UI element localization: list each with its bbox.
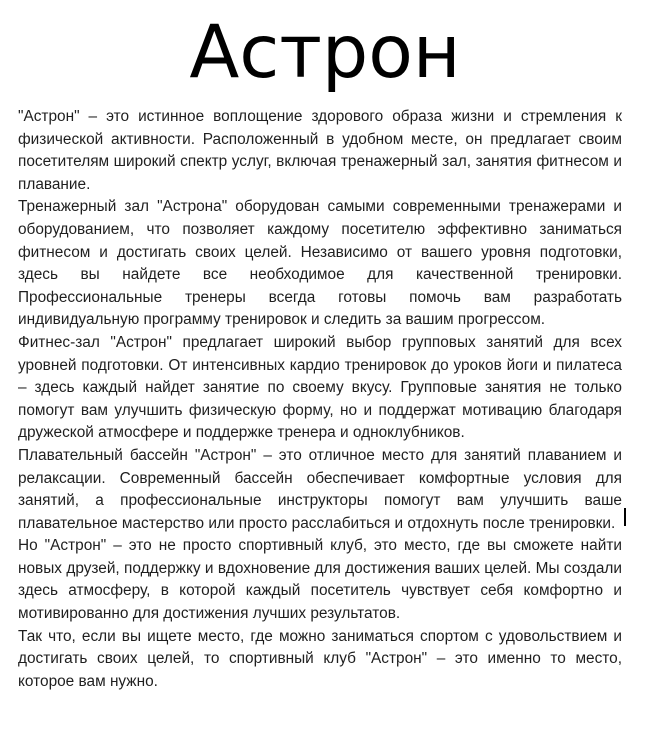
paragraph-pool: Плавательный бассейн "Астрон" – это отличное место для занятий плаванием и релаксации. Современный бассейн обеспечивает комфортные условия для занятий, а профессиональные инструкторы помогут вам улучшить ваше плавательное мастерство или просто расслабиться и отдохнуть после тренировки. (18, 446, 622, 532)
paragraph-gym: Тренажерный зал "Астрона" оборудован самыми современными тренажерами и оборудованием, что позволяет каждому посетителю эффективно заниматься фитнесом и достигать своих целей. Независимо от вашего уровня подготовки, здесь вы найдете все необходимое для качественной тренировки. Профессиональные тренеры всегда готовы помочь вам разработать индивидуальную программу тренировок и следить за вашим прогрессом. (18, 198, 622, 329)
paragraph-community: Но "Астрон" – это не просто спортивный клуб, это место, где вы сможете найти новых друзей, поддержку и вдохновение для достижения ваших целей. Мы создали здесь атмосферу, в которой каждый посетитель чувствует себя комфортно и мотивированно для достижения лучших результатов. (18, 537, 622, 623)
document-body[interactable] (18, 106, 622, 693)
paragraph-intro: "Астрон" – это истинное воплощение здорового образа жизни и стремления к физической активности. Расположенный в удобном месте, он предлагает своим посетителям широкий спектр услуг, включая тренажерный зал, занятия фитнесом и плавание. (18, 108, 622, 193)
paragraph-fitness: Фитнес-зал "Астрон" предлагает широкий выбор групповых занятий для всех уровней подготовки. От интенсивных кардио тренировок до уроков йоги и пилатеса – здесь каждый найдет занятие по своему вкусу. Групповые занятия не только помогут вам улучшить физическую форму, но и поддержат мотивацию благодаря дружеской атмосфере и поддержке тренера и одноклубников. (18, 333, 622, 442)
text-cursor (624, 508, 626, 526)
document-title: Астрон (189, 10, 461, 95)
paragraph-conclusion: Так что, если вы ищете место, где можно заниматься спортом с удовольствием и достигать своих целей, то спортивный клуб "Астрон" – это именно то место, которое вам нужно. (18, 627, 622, 690)
